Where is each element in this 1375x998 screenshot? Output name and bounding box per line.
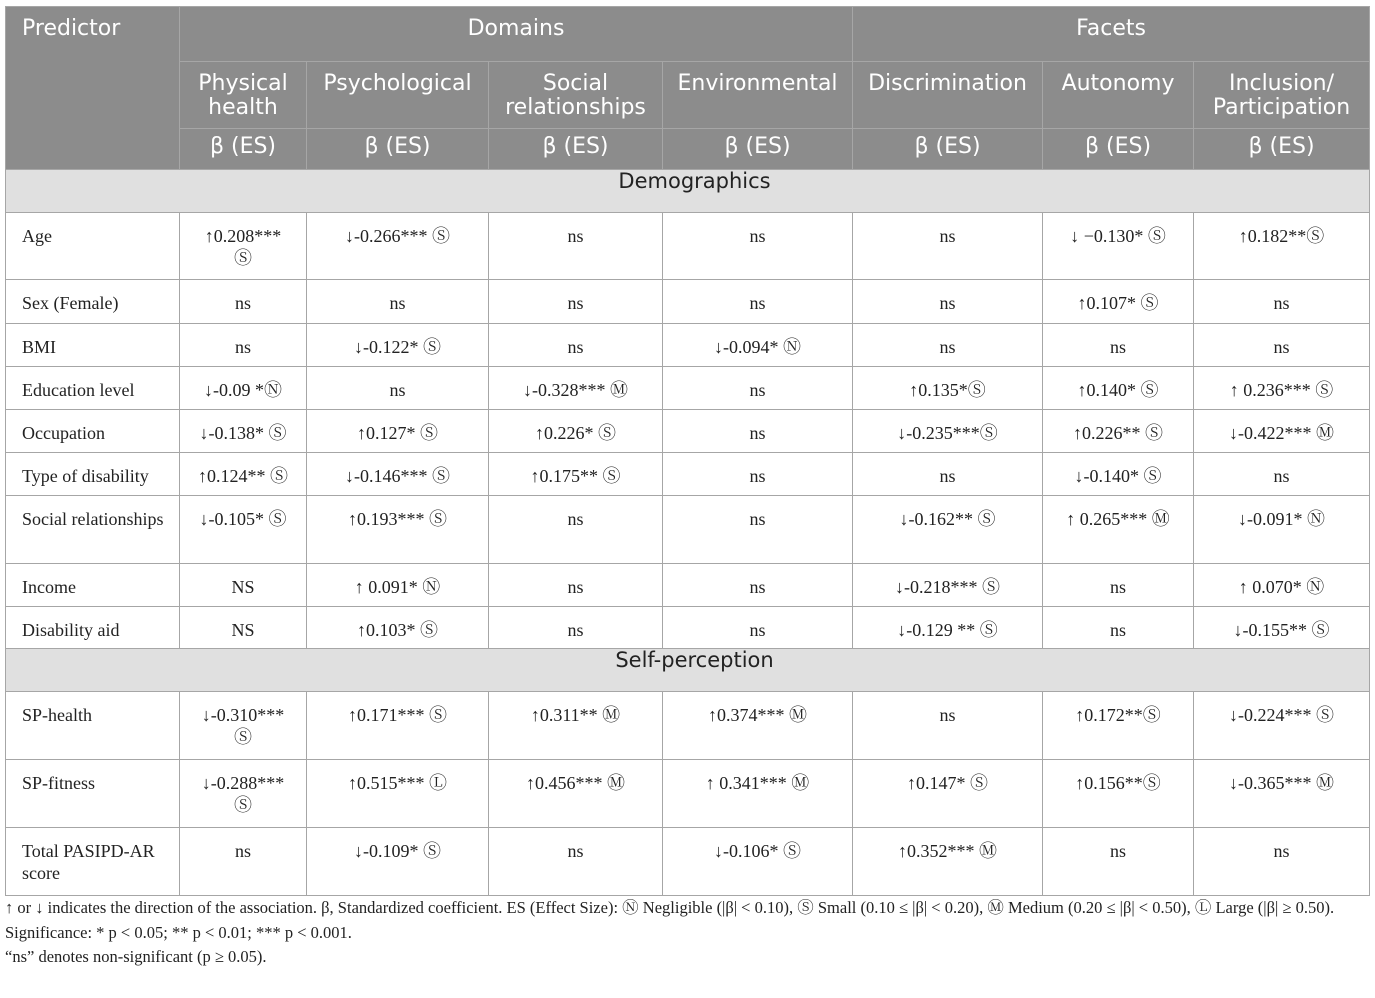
table-cell: NS [180,564,307,607]
table-cell: ↑ 0.341*** Ⓜ [663,760,853,828]
table-cell: ↑0.103* Ⓢ [307,607,489,649]
table-cell: ↓-0.422*** Ⓜ [1194,410,1370,453]
table-cell: ↑0.193*** Ⓢ [307,496,489,564]
table-cell: ↓-0.106* Ⓢ [663,828,853,896]
table-cell: ns [489,496,663,564]
table-cell: ↓-0.138* Ⓢ [180,410,307,453]
col-physical-health: Physical health [180,62,307,129]
table-cell: ↓-0.288*** Ⓢ [180,760,307,828]
table-cell: ns [180,828,307,896]
table-cell: ↓-0.310*** Ⓢ [180,692,307,760]
row-label: SP-health [6,692,180,760]
row-label: SP-fitness [6,760,180,828]
note-ns: “ns” denotes non-significant (p ≥ 0.05). [5,947,267,966]
facets-header: Facets [853,7,1370,62]
table-cell: ns [1043,828,1194,896]
row-label: Disability aid [6,607,180,649]
table-cell: ns [663,607,853,649]
table-cell: ↓-0.235***Ⓢ [853,410,1043,453]
results-table [5,6,1370,896]
table-cell: ↓-0.328*** Ⓜ [489,367,663,410]
table-cell: ↓-0.365*** Ⓜ [1194,760,1370,828]
predictor-header: Predictor [6,7,180,170]
row-label: BMI [6,324,180,367]
table-cell: ns [663,280,853,324]
table-cell: ↑0.352*** Ⓜ [853,828,1043,896]
table-row [6,564,1370,607]
section-header [6,170,1370,213]
table-cell: ↑0.456*** Ⓜ [489,760,663,828]
table-row [6,367,1370,410]
row-label: Social relationships [6,496,180,564]
table-cell: ns [663,410,853,453]
table-cell: ↓-0.162** Ⓢ [853,496,1043,564]
stat-label: β (ES) [1043,129,1194,170]
table-cell: ↑0.124** Ⓢ [180,453,307,496]
table-cell: ns [1194,453,1370,496]
table-cell: ns [489,213,663,280]
table-cell: ns [663,496,853,564]
table-cell: ↓-0.091* Ⓝ [1194,496,1370,564]
stat-label-row [6,129,1370,170]
stat-label: β (ES) [853,129,1043,170]
table-cell: ns [307,367,489,410]
table-cell: ↓-0.094* Ⓝ [663,324,853,367]
table-cell: ↓-0.105* Ⓢ [180,496,307,564]
table-cell: ns [489,564,663,607]
table-cell: ↑0.311** Ⓜ [489,692,663,760]
table-cell: ns [1194,828,1370,896]
table-cell: ↑0.156**Ⓢ [1043,760,1194,828]
row-label: Education level [6,367,180,410]
stat-label: β (ES) [1194,129,1370,170]
table-row [6,760,1370,828]
table-row [6,453,1370,496]
table-cell: ns [307,280,489,324]
stat-label: β (ES) [307,129,489,170]
table-cell: ns [1043,607,1194,649]
table-cell: ns [489,324,663,367]
section-title: Demographics [6,170,1370,213]
col-discrimination: Discrimination [853,62,1043,129]
table-cell: ↑ 0.091* Ⓝ [307,564,489,607]
table-cell: ns [853,692,1043,760]
table-cell: ↑0.135*Ⓢ [853,367,1043,410]
table-row [6,496,1370,564]
table-cell: ns [853,324,1043,367]
col-autonomy: Autonomy [1043,62,1194,129]
table-cell: ↑0.226* Ⓢ [489,410,663,453]
table-cell: ns [489,607,663,649]
table-cell: ↓-0.122* Ⓢ [307,324,489,367]
table-cell: NS [180,607,307,649]
table-cell: ns [489,828,663,896]
section-title: Self-perception [6,649,1370,692]
domains-header: Domains [180,7,853,62]
stat-label: β (ES) [663,129,853,170]
note-effect-size: ↑ or ↓ indicates the direction of the association. β, Standardized coefficient. ES (Effect Size): Ⓝ Negligible (|β| < 0.10), Ⓢ Small (0.10 ≤ |β| < 0.20), Ⓜ Medium (0.20 ≤ |β| < 0.50), Ⓛ Large (|β| ≥ 0.50). [5,898,1335,917]
table-cell: ↓-0.140* Ⓢ [1043,453,1194,496]
table-cell: ↑0.175** Ⓢ [489,453,663,496]
table-cell: ↑0.107* Ⓢ [1043,280,1194,324]
table-cell: ns [853,453,1043,496]
table-cell: ↑0.374*** Ⓜ [663,692,853,760]
table-cell: ↑ 0.070* Ⓝ [1194,564,1370,607]
row-label: Total PASIPD-AR score [6,828,180,896]
table-notes [5,896,1369,970]
row-label: Type of disability [6,453,180,496]
table-cell: ns [1194,324,1370,367]
table-cell: ↑0.172**Ⓢ [1043,692,1194,760]
table-row [6,410,1370,453]
col-environmental: Environmental [663,62,853,129]
table-cell: ↑ 0.236*** Ⓢ [1194,367,1370,410]
stat-label: β (ES) [489,129,663,170]
table-cell: ns [663,453,853,496]
table-cell: ns [663,564,853,607]
section-header [6,649,1370,692]
table-cell: ns [180,280,307,324]
table-cell: ↓ −0.130* Ⓢ [1043,213,1194,280]
table-cell: ↓-0.218*** Ⓢ [853,564,1043,607]
table-cell: ns [663,367,853,410]
table-cell: ↓-0.155** Ⓢ [1194,607,1370,649]
table-cell: ↑ 0.265*** Ⓜ [1043,496,1194,564]
table-row [6,324,1370,367]
table-cell: ↓-0.129 ** Ⓢ [853,607,1043,649]
table-cell: ↑0.515*** Ⓛ [307,760,489,828]
table-cell: ↑0.171*** Ⓢ [307,692,489,760]
row-label: Age [6,213,180,280]
note-significance: Significance: * p < 0.05; ** p < 0.01; *** p < 0.001. [5,922,352,942]
col-social-relationships: Social relationships [489,62,663,129]
table-cell: ↑0.127* Ⓢ [307,410,489,453]
table-cell: ↑0.182**Ⓢ [1194,213,1370,280]
table-cell: ↓-0.146*** Ⓢ [307,453,489,496]
table-cell: ↑0.147* Ⓢ [853,760,1043,828]
table-cell: ↓-0.224*** Ⓢ [1194,692,1370,760]
col-inclusion-participation: Inclusion/ Participation [1194,62,1370,129]
table-cell: ↑0.226** Ⓢ [1043,410,1194,453]
row-label: Income [6,564,180,607]
table-cell: ns [853,280,1043,324]
table-cell: ns [853,213,1043,280]
table-row [6,213,1370,280]
table-header [6,7,1370,170]
table-body [6,170,1370,896]
table-cell: ns [663,213,853,280]
row-label: Sex (Female) [6,280,180,324]
table-row [6,280,1370,324]
table-cell: ↓-0.266*** Ⓢ [307,213,489,280]
table-cell: ns [180,324,307,367]
table-cell: ns [489,280,663,324]
col-psychological: Psychological [307,62,489,129]
table-cell: ns [1194,280,1370,324]
table-cell: ns [1043,564,1194,607]
table-cell: ↓-0.109* Ⓢ [307,828,489,896]
column-headers [6,62,1370,129]
table-row [6,692,1370,760]
table-cell: ↑0.140* Ⓢ [1043,367,1194,410]
row-label: Occupation [6,410,180,453]
stat-label: β (ES) [180,129,307,170]
table-cell: ↑0.208*** Ⓢ [180,213,307,280]
table-row [6,607,1370,649]
table-cell: ns [1043,324,1194,367]
table-row [6,828,1370,896]
table-cell: ↓-0.09 *Ⓝ [180,367,307,410]
